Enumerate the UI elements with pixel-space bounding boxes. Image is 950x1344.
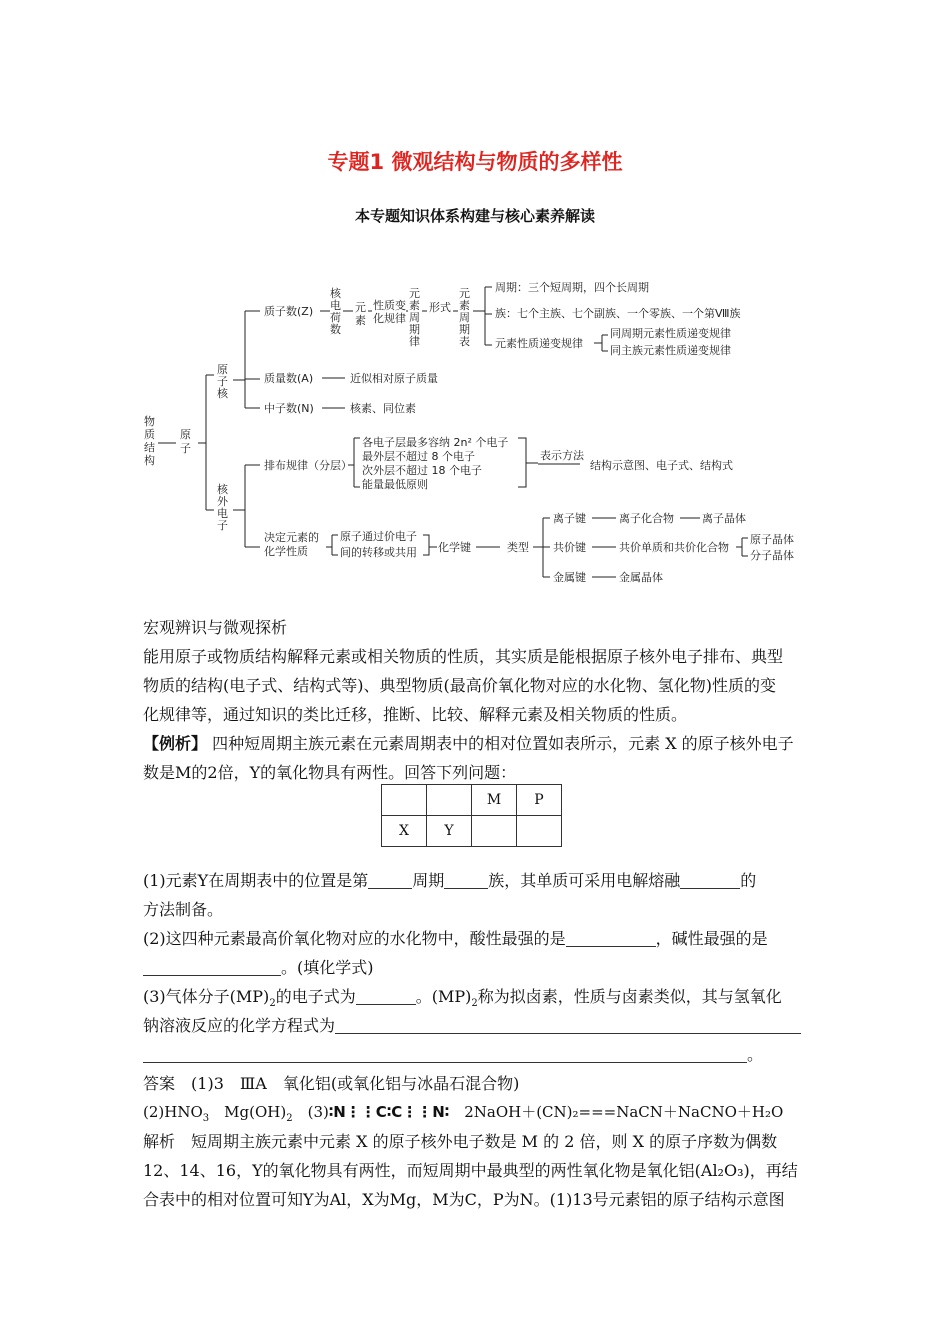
- table-cell: [382, 785, 427, 816]
- q3-blank-equation-2[interactable]: [143, 1044, 747, 1063]
- svg-text:电: 电: [217, 507, 228, 520]
- diagram-covalent-bond: 共价键: [553, 541, 586, 554]
- diagram-nucleus: 原: [217, 363, 228, 376]
- page-subtitle: 本专题知识体系构建与核心素养解读: [354, 207, 595, 225]
- svg-text:子: 子: [217, 519, 228, 532]
- q3-blank-equation-1[interactable]: [335, 1015, 801, 1034]
- q2-blank-base[interactable]: [143, 957, 281, 976]
- question-2: [143, 924, 811, 953]
- answer-line-2: $(2)HNO_3$ $Mg(OH)_2$ (3)∶N⋮⋮C∶C⋮⋮N∶ 2NaOH＋(CN)₂===NaCN＋NaCNO＋H₂O: [143, 1103, 784, 1124]
- diagram-element: 元: [355, 301, 366, 314]
- svg-text:素: 素: [459, 299, 470, 312]
- svg-text:周: 周: [409, 311, 420, 324]
- diagram-mass-number: 质量数(A): [264, 372, 314, 385]
- diagram-periodic-law: 元: [409, 287, 420, 300]
- question-2-cont: [143, 953, 811, 982]
- svg-text:质: 质: [144, 428, 155, 441]
- diagram-shell: 核: [217, 483, 228, 496]
- diagram-nuclear-charge: 核: [330, 287, 341, 300]
- q1-text-d: 的: [740, 871, 757, 890]
- table-cell: M: [472, 785, 517, 816]
- diagram-ionic-bond: 离子键: [553, 512, 586, 525]
- diagram-transfer-1: 原子通过价电子: [340, 530, 417, 543]
- answer-hno3: (2)HNO: [143, 1103, 203, 1121]
- element-position-table: [381, 784, 562, 847]
- q3-text-a: (3)气体分子(MP): [143, 987, 270, 1006]
- analysis-text-1: 短周期主族元素中元素 X 的原子核外电子数是 M 的 2 倍，则 X 的原子序数为偶数: [191, 1132, 778, 1151]
- q2-text-b: ，碱性最强的是: [655, 929, 768, 948]
- svg-text:子: 子: [180, 442, 191, 455]
- diagram-period: 周期：三个短周期，四个长周期: [495, 281, 649, 294]
- svg-text:素: 素: [409, 299, 420, 312]
- diagram-ionic-compound: 离子化合物: [619, 512, 674, 525]
- svg-text:表: 表: [459, 335, 470, 348]
- page-title: 专题1 微观结构与物质的多样性: [327, 150, 623, 174]
- answer-3-label: (3): [307, 1103, 329, 1121]
- diagram-rule1: 各电子层最多容纳 2n² 个电子: [362, 436, 509, 449]
- diagram-rule2: 最外层不超过 8 个电子: [362, 450, 475, 463]
- q3-text-d: 称为拟卤素，性质与卤素类似，其与氢氧化: [477, 987, 782, 1006]
- diagram-atomic-crystal: 原子晶体: [750, 533, 794, 546]
- question-3-cont: [143, 1011, 811, 1040]
- diagram-metallic-bond: 金属键: [553, 571, 586, 584]
- svg-text:核: 核: [217, 387, 228, 400]
- lewis-structure: ∶N⋮⋮C∶C⋮⋮N∶: [328, 1103, 450, 1121]
- diagram-molecular-crystal: 分子晶体: [750, 549, 794, 562]
- svg-text:构: 构: [144, 454, 155, 467]
- table-cell: P: [517, 785, 562, 816]
- q2-text-a: (2)这四种元素最高价氧化物对应的水化物中，酸性最强的是: [143, 929, 566, 948]
- svg-text:结: 结: [144, 441, 155, 454]
- diagram-proton: 质子数(Z): [264, 305, 314, 318]
- svg-text:间的转移或共用: 间的转移或共用: [340, 546, 417, 559]
- answer-label: 答案: [143, 1074, 176, 1093]
- diagram-atom: 原: [180, 428, 191, 441]
- svg-text:外: 外: [217, 495, 228, 508]
- answer-equation: 2NaOH＋(CN)₂===NaCN＋NaCNO＋H₂O: [464, 1103, 784, 1121]
- answer-mgoh2: Mg(OH): [224, 1103, 287, 1121]
- svg-text:化学性质: 化学性质: [264, 545, 308, 558]
- svg-text:期: 期: [409, 323, 420, 336]
- diagram-types: 类型: [507, 541, 529, 554]
- svg-text:素: 素: [355, 314, 366, 327]
- svg-text:化规律: 化规律: [373, 312, 406, 325]
- q3-text-e: 钠溶液反应的化学方程式为: [143, 1016, 336, 1035]
- example-text-1: 四种短周期主族元素在元素周期表中的相对位置如表所示，元素 X 的原子核外电子: [212, 734, 794, 753]
- svg-text:荷: 荷: [330, 311, 341, 324]
- table-row: [382, 785, 562, 816]
- diagram-expression-items: 结构示意图、电子式、结构式: [590, 459, 733, 472]
- diagram-root: 物: [144, 415, 155, 428]
- intro-line-2: 物质的结构(电子式、结构式等)、典型物质(最高价氧化物对应的水化物、氢化物)性质的变: [143, 676, 776, 695]
- diagram-property-change: 性质变: [373, 299, 406, 312]
- table-cell: [472, 816, 517, 847]
- q1-blank-group[interactable]: [444, 870, 488, 889]
- diagram-metallic-crystal: 金属晶体: [619, 571, 663, 584]
- analysis-line-3: 合表中的相对位置可知Y为Al，X为Mg，M为C，P为N。(1)13号元素铝的原子结构示意图: [143, 1190, 785, 1209]
- diagram-same-group: 同主族元素性质递变规律: [610, 344, 731, 357]
- q3-text-f: 。: [747, 1045, 764, 1064]
- answer-line-1: [143, 1069, 811, 1098]
- diagram-same-period: 同周期元素性质递变规律: [610, 327, 731, 340]
- q2-text-c: 。(填化学式): [281, 958, 374, 977]
- q1-text-c: 族，其单质可采用电解熔融: [488, 871, 681, 890]
- table-row: [382, 816, 562, 847]
- diagram-neutron: 中子数(N): [264, 402, 314, 415]
- diagram-arrangement: 排布规律（分层）: [264, 459, 352, 472]
- question-3: (3)气体分子$(MP)_2$的电子式为 。$(MP)_2$称为拟卤素，性质与卤素类似，其与氢氧化: [143, 987, 782, 1010]
- q3-blank-lewis[interactable]: [356, 986, 416, 1005]
- intro-line-1: 能用原子或物质结构解释元素或相关物质的性质，其实质是能根据原子核外电子排布、典型: [143, 647, 784, 666]
- table-cell: Y: [427, 816, 472, 847]
- svg-text:周: 周: [459, 311, 470, 324]
- diagram-approx-mass: 近似相对原子质量: [350, 372, 438, 385]
- diagram-group: 族：七个主族、七个副族、一个零族、一个第Ⅷ族: [495, 307, 741, 320]
- answer-text-1: (1)3 ⅢA 氧化铝(或氧化铝与冰晶石混合物): [191, 1074, 520, 1093]
- example-line-2: 数是M的2倍，Y的氧化物具有两性。回答下列问题：: [143, 763, 517, 782]
- intro-line-3: 化规律等，通过知识的类比迁移，推断、比较、解释元素及相关物质的性质。: [143, 705, 688, 724]
- diagram-form: 形式: [429, 301, 451, 314]
- q1-text-b: 周期: [412, 871, 445, 890]
- q3-text-b: 的电子式为: [275, 987, 356, 1006]
- table-cell: [517, 816, 562, 847]
- diagram-expression: 表示方法: [540, 449, 584, 462]
- analysis-line-1: [143, 1127, 811, 1156]
- section-heading: 宏观辨识与微观探析: [143, 618, 288, 637]
- question-3-cont-2: [143, 1040, 811, 1069]
- question-1: [143, 866, 811, 895]
- q3-text-c: 。(MP): [415, 987, 472, 1006]
- svg-text:律: 律: [409, 335, 420, 348]
- example-line-1: [143, 729, 811, 758]
- diagram-chem-bond: 化学键: [438, 541, 471, 554]
- diagram-element-rule: 元素性质递变规律: [495, 337, 583, 350]
- diagram-rule4: 能量最低原则: [362, 478, 428, 491]
- svg-text:期: 期: [459, 323, 470, 336]
- question-1-cont: 方法制备。: [143, 900, 224, 919]
- diagram-ionic-crystal: 离子晶体: [702, 512, 746, 525]
- svg-text:电: 电: [330, 299, 341, 312]
- diagram-periodic-table: 元: [459, 287, 470, 300]
- table-cell: X: [382, 816, 427, 847]
- analysis-line-2: 12、14、16，Y的氧化物具有两性，而短周期中最典型的两性氧化物是氧化铝(Al₂O₃)，再结: [143, 1161, 798, 1180]
- svg-text:子: 子: [217, 375, 228, 388]
- analysis-label: 解析: [143, 1132, 176, 1151]
- diagram-nuclide: 核素、同位素: [350, 402, 416, 415]
- diagram-rule3: 次外层不超过 18 个电子: [362, 464, 482, 477]
- diagram-covalent-substance: 共价单质和共价化合物: [619, 541, 729, 554]
- diagram-decides-1: 决定元素的: [264, 531, 319, 544]
- q2-blank-acid[interactable]: [566, 928, 656, 947]
- example-label: 【例析】: [143, 734, 208, 753]
- q1-blank-period[interactable]: [368, 870, 412, 889]
- q1-blank-method[interactable]: [680, 870, 740, 889]
- knowledge-diagram: [140, 275, 810, 595]
- table-cell: [427, 785, 472, 816]
- svg-text:数: 数: [330, 323, 341, 336]
- q1-text-a: (1)元素Y在周期表中的位置是第: [143, 871, 369, 890]
